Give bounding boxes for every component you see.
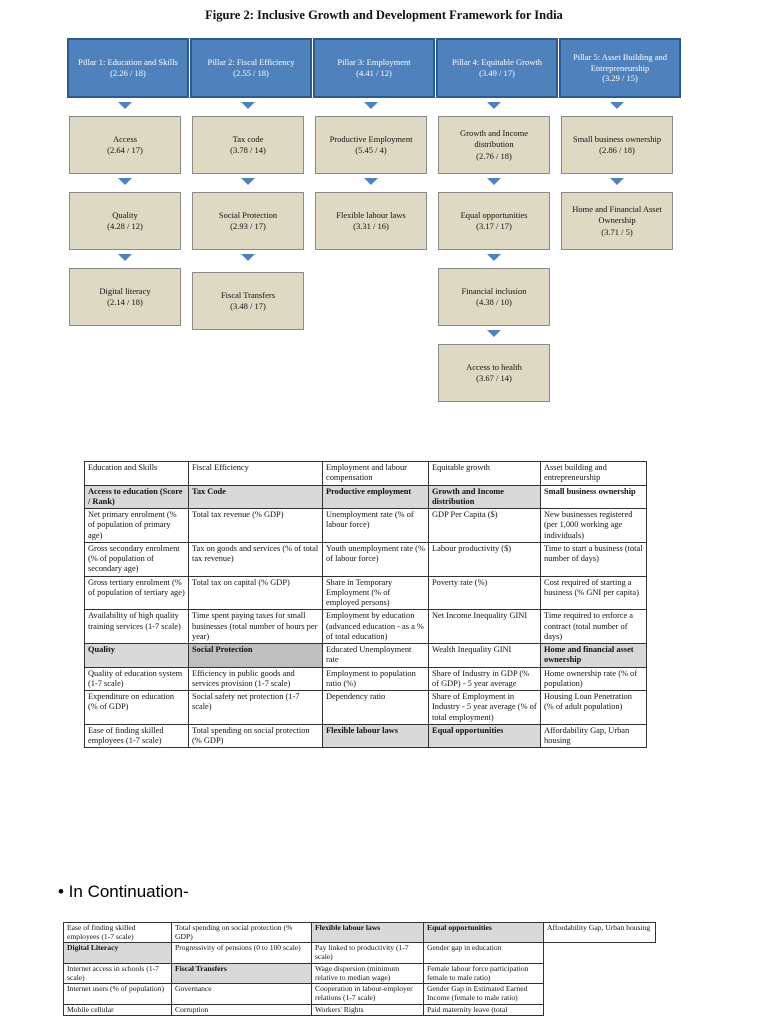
indicator-table: [84, 461, 647, 748]
subpillar-score: (3.71 / 5): [601, 226, 633, 237]
subpillar-label: Digital literacy: [99, 285, 151, 296]
subpillar-box: [192, 272, 304, 330]
table-cell: Gross secondary enrolment (% of population of secondary age): [85, 542, 189, 576]
table-header-cell: Fiscal Efficiency: [189, 462, 323, 486]
subpillar-score: (2.93 / 17): [230, 221, 266, 231]
subpillar-box: [438, 116, 550, 174]
subpillar-label: Access: [112, 133, 138, 144]
table-cell: Labour productivity ($): [429, 542, 541, 576]
table-header-cell: Education and Skills: [85, 462, 189, 486]
down-arrow-icon: [241, 254, 255, 261]
table-row: [85, 576, 647, 610]
table-cell: Pay linked to productivity (1-7 scale): [312, 943, 424, 963]
table-cell: Internet users (% of population): [64, 984, 172, 1004]
subpillar-box: [69, 192, 181, 250]
table-row: [64, 943, 656, 963]
section-cell: Home and financial asset ownership: [541, 644, 647, 668]
section-cell: Fiscal Transfers: [172, 963, 312, 983]
table-cell: Efficiency in public goods and services provision (1-7 scale): [189, 667, 323, 691]
table-cell: Share in Temporary Employment (% of employed persons): [323, 576, 429, 610]
table-cell: Mobile cellular: [64, 1004, 172, 1016]
table-header-cell: Equitable growth: [429, 462, 541, 486]
section-cell: Equal opportunities: [424, 923, 544, 943]
table-row: [85, 509, 647, 543]
pillar-label: Pillar 2: Fiscal Efficiency: [207, 57, 295, 68]
table-header-row: [64, 923, 656, 943]
subpillar-box: [69, 268, 181, 326]
down-arrow-icon: [241, 178, 255, 185]
pillar-score: (2.26 / 18): [110, 68, 146, 78]
down-arrow-icon: [118, 102, 132, 109]
subpillar-label: Social Protection: [218, 209, 278, 220]
pillar-score: (3.29 / 15): [602, 73, 638, 84]
subpillar-label: Fiscal Transfers: [220, 289, 276, 300]
table-row: [85, 542, 647, 576]
table-row: [64, 1004, 656, 1016]
table-cell: New businesses registered (per 1,000 working age individuals): [541, 509, 647, 543]
table-cell: Cost required of starting a business (% GNI per capita): [541, 576, 647, 610]
continuation-label: • In Continuation-: [58, 882, 189, 901]
subpillar-label: Home and Financial Asset Ownership: [572, 204, 662, 226]
down-arrow-icon: [487, 102, 501, 109]
table-cell: Gender gap in education: [424, 943, 544, 963]
table-cell: Workers' Rights: [312, 1004, 424, 1016]
table-section-row: [85, 485, 647, 509]
table-cell: Social safety net protection (1-7 scale): [189, 691, 323, 725]
table-cell: Dependency ratio: [323, 691, 429, 725]
pillar-label: Pillar 4: Equitable Growth: [452, 57, 542, 68]
table-cell: Paid maternity leave (total: [424, 1004, 544, 1016]
table-cell: Share of Employment in Industry - 5 year average (% of total employment): [429, 691, 541, 725]
pillar-label: Pillar 5: Asset Building and Entrepreneurship: [573, 52, 667, 73]
section-cell: Access to education (Score / Rank): [85, 485, 189, 509]
subpillar-score: (5.45 / 4): [355, 145, 387, 155]
table-cell: Gender Gap in Estimated Earned Income (female to male ratio): [424, 984, 544, 1004]
subpillar-box: [561, 116, 673, 174]
section-cell: Growth and Income distribution: [429, 485, 541, 509]
table-cell: Tax on goods and services (% of total tax revenue): [189, 542, 323, 576]
subpillar-box: [438, 344, 550, 402]
table-cell: Gross tertiary enrolment (% of population of tertiary age): [85, 576, 189, 610]
table-cell: Wage dispersion (minimum relative to median wage): [312, 963, 424, 983]
subpillar-score: (3.17 / 17): [476, 221, 512, 231]
pillar-score: (3.49 / 17): [479, 68, 515, 78]
subpillar-box: [315, 192, 427, 250]
subpillar-label: Productive Employment: [329, 133, 413, 144]
table-cell: Share of Industry in GDP (% of GDP) - 5 year average: [429, 667, 541, 691]
table-row: [85, 610, 647, 644]
table-cell: Governance: [172, 984, 312, 1004]
down-arrow-icon: [364, 178, 378, 185]
down-arrow-icon: [118, 254, 132, 261]
subpillar-score: (2.86 / 18): [599, 145, 635, 155]
table-cell: Female labour force participation female to male ratio): [424, 963, 544, 983]
figure-title: Figure 2: Inclusive Growth and Development Framework for India: [205, 8, 563, 22]
subpillar-box: [192, 192, 304, 250]
subpillar-score: (4.28 / 12): [107, 221, 143, 231]
section-cell: Social Protection: [189, 644, 323, 668]
table-cell: Ease of finding skilled employees (1-7 scale): [64, 923, 172, 943]
table-header-cell: Employment and labour compensation: [323, 462, 429, 486]
table-cell: Youth unemployment rate (% of labour force): [323, 542, 429, 576]
subpillar-score: (3.48 / 17): [230, 301, 266, 311]
pillar-5-box: [559, 38, 681, 98]
table-cell: Corruption: [172, 1004, 312, 1016]
subpillar-score: (2.14 / 18): [107, 297, 143, 307]
pillar-1-box: [67, 38, 189, 98]
pillar-3-box: [313, 38, 435, 98]
subpillar-label: Financial inclusion: [461, 285, 527, 296]
table-header-row: [85, 462, 647, 486]
subpillar-box: [69, 116, 181, 174]
section-cell: Wealth Inequality GINI: [429, 644, 541, 668]
table-header-cell: Asset building and entrepreneurship: [541, 462, 647, 486]
table-cell: Net primary enrolment (% of population of primary age): [85, 509, 189, 543]
table-cell: Employment by education (advanced education - as a % of total education): [323, 610, 429, 644]
down-arrow-icon: [241, 102, 255, 109]
subpillar-label: Quality: [112, 209, 138, 220]
subpillar-label: Flexible labour laws: [336, 209, 406, 220]
pillar-label: Pillar 1: Education and Skills: [78, 57, 178, 68]
section-cell: Total spending on social protection (% GDP): [189, 724, 323, 748]
section-cell: Digital Literacy: [64, 943, 172, 963]
table-row: [85, 691, 647, 725]
section-cell: Affordability Gap, Urban housing: [541, 724, 647, 748]
subpillar-score: (2.64 / 17): [107, 145, 143, 155]
table-cell: Internet access in schools (1-7 scale): [64, 963, 172, 983]
section-cell: Small business ownership: [541, 485, 647, 509]
table-row: [64, 984, 656, 1004]
subpillar-box: [315, 116, 427, 174]
table-cell: Time to start a business (total number of days): [541, 542, 647, 576]
subpillar-label: Tax code: [232, 133, 264, 144]
section-cell: Flexible labour laws: [323, 724, 429, 748]
pillar-score: (2.55 / 18): [233, 68, 269, 78]
table-cell: Unemployment rate (% of labour force): [323, 509, 429, 543]
down-arrow-icon: [487, 178, 501, 185]
table-cell: GDP Per Capita ($): [429, 509, 541, 543]
section-cell: Educated Unemployment rate: [323, 644, 429, 668]
subpillar-box: [438, 192, 550, 250]
subpillar-score: (2.76 / 18): [476, 150, 512, 161]
down-arrow-icon: [610, 178, 624, 185]
section-cell: Tax Code: [189, 485, 323, 509]
down-arrow-icon: [118, 178, 132, 185]
section-cell: Quality: [85, 644, 189, 668]
table-cell: Time spent paying taxes for small businesses (total number of hours per year): [189, 610, 323, 644]
subpillar-score: (3.78 / 14): [230, 145, 266, 155]
pillar-4-box: [436, 38, 558, 98]
subpillar-label: Growth and Income distribution: [460, 128, 528, 150]
section-cell: Flexible labour laws: [312, 923, 424, 943]
down-arrow-icon: [364, 102, 378, 109]
down-arrow-icon: [610, 102, 624, 109]
table-cell: Progressivity of pensions (0 to 100 scale): [172, 943, 312, 963]
table-cell: Poverty rate (%): [429, 576, 541, 610]
down-arrow-icon: [487, 330, 501, 337]
down-arrow-icon: [487, 254, 501, 261]
table-cell: Availability of high quality training services (1-7 scale): [85, 610, 189, 644]
table-cell: Total tax on capital (% GDP): [189, 576, 323, 610]
subpillar-score: (3.31 / 16): [353, 221, 389, 231]
subpillar-box: [561, 192, 673, 250]
table-section-row: [85, 724, 647, 748]
table-cell: Employment to population ratio (%): [323, 667, 429, 691]
subpillar-score: (4.38 / 10): [476, 297, 512, 307]
section-cell: Ease of finding skilled employees (1-7 scale): [85, 724, 189, 748]
table-cell: Time required to enforce a contract (total number of days): [541, 610, 647, 644]
subpillar-label: Equal opportunities: [460, 209, 528, 220]
table-section-row: [85, 644, 647, 668]
table-cell: Home ownership rate (% of population): [541, 667, 647, 691]
table-cell: Housing Loan Penetration (% of adult population): [541, 691, 647, 725]
pillar-label: Pillar 3: Employment: [337, 57, 411, 68]
section-cell: Productive employment: [323, 485, 429, 509]
table-cell: Cooperation in labour-employer relations (1-7 scale): [312, 984, 424, 1004]
subpillar-label: Small business ownership: [572, 133, 662, 144]
pillar-score: (4.41 / 12): [356, 68, 392, 78]
subpillar-label: Access to health: [466, 361, 522, 372]
table-cell: Total tax revenue (% GDP): [189, 509, 323, 543]
table-cell: Quality of education system (1-7 scale): [85, 667, 189, 691]
table-row: [64, 963, 656, 983]
table-cell: Affordability Gap, Urban housing: [544, 923, 656, 943]
subpillar-score: (3.67 / 14): [476, 373, 512, 383]
table-cell: Net Income Inequality GINI: [429, 610, 541, 644]
section-cell: Equal opportunities: [429, 724, 541, 748]
subpillar-box: [438, 268, 550, 326]
table-cell: Total spending on social protection (% GDP): [172, 923, 312, 943]
continuation-table: [63, 922, 656, 1016]
pillar-2-box: [190, 38, 312, 98]
table-cell: Expenditure on education (% of GDP): [85, 691, 189, 725]
table-row: [85, 667, 647, 691]
subpillar-box: [192, 116, 304, 174]
